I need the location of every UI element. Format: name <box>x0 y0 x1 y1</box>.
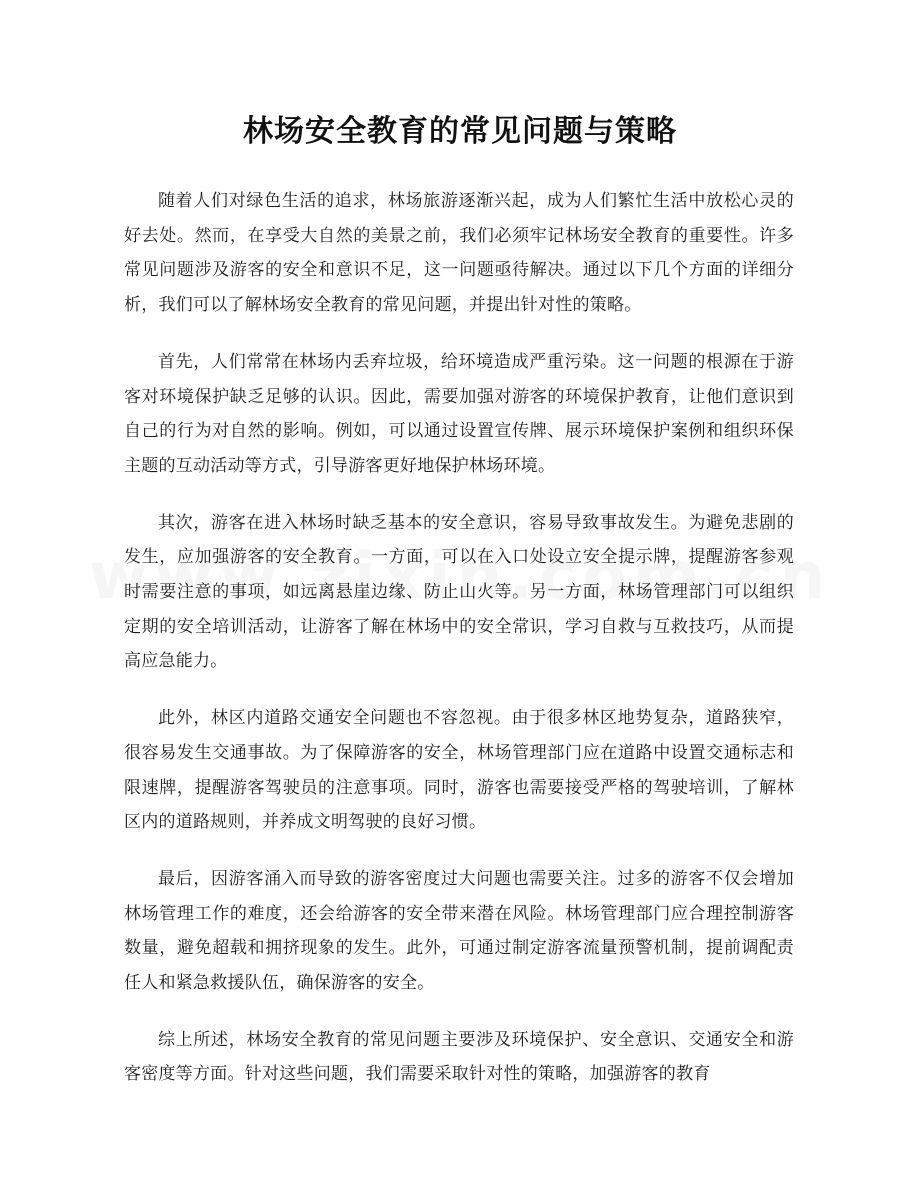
paragraph-traffic-safety: 此外，林区内道路交通安全问题也不容忽视。由于很多林区地势复杂，道路狭窄，很容易发生交通事故。为了保障游客的安全，林场管理部门应在道路中设置交通标志和限速牌，提醒游客驾驶员的注意事项。同时，游客也需要接受严格的驾驶培训，了解林区内的道路规则，并养成文明驾驶的良好习惯。 <box>124 708 794 833</box>
document-body <box>124 184 794 1114</box>
paragraph-environment: 首先，人们常常在林场内丢弃垃圾，给环境造成严重污染。这一问题的根源在于游客对环境保护缺乏足够的认识。因此，需要加强对游客的环境保护教育，让他们意识到自己的行为对自然的影响。例如，可以通过设置宣传牌、展示环境保护案例和组织环保主题的互动活动等方式，引导游客更好地保护林场环境。 <box>124 351 794 476</box>
paragraph-intro: 随着人们对绿色生活的追求，林场旅游逐渐兴起，成为人们繁忙生活中放松心灵的好去处。然而，在享受大自然的美景之前，我们必须牢记林场安全教育的重要性。许多常见问题涉及游客的安全和意识不足，这一问题亟待解决。通过以下几个方面的详细分析，我们可以了解林场安全教育的常见问题，并提出针对性的策略。 <box>124 191 794 316</box>
paragraph-conclusion: 综上所述，林场安全教育的常见问题主要涉及环境保护、安全意识、交通安全和游客密度等方面。针对这些问题，我们需要采取针对性的策略，加强游客的教育 <box>124 1029 794 1085</box>
paragraph-visitor-density: 最后，因游客涌入而导致的游客密度过大问题也需要关注。过多的游客不仅会增加林场管理工作的难度，还会给游客的安全带来潜在风险。林场管理部门应合理控制游客数量，避免超载和拥挤现象的发生。此外，可通过制定游客流量预警机制，提前调配责任人和紧急救援队伍，确保游客的安全。 <box>124 868 794 994</box>
paragraph-safety-awareness: 其次，游客在进入林场时缺乏基本的安全意识，容易导致事故发生。为避免悲剧的发生，应加强游客的安全教育。一方面，可以在入口处设立安全提示牌，提醒游客参观时需要注意的事项，如远离悬崖边缘、防止山火等。另一方面，林场管理部门可以组织定期的安全培训活动，让游客了解在林场中的安全常识，学习自救与互救技巧，从而提高应急能力。 <box>124 512 794 672</box>
document-title: 林场安全教育的常见问题与策略 <box>243 114 677 149</box>
